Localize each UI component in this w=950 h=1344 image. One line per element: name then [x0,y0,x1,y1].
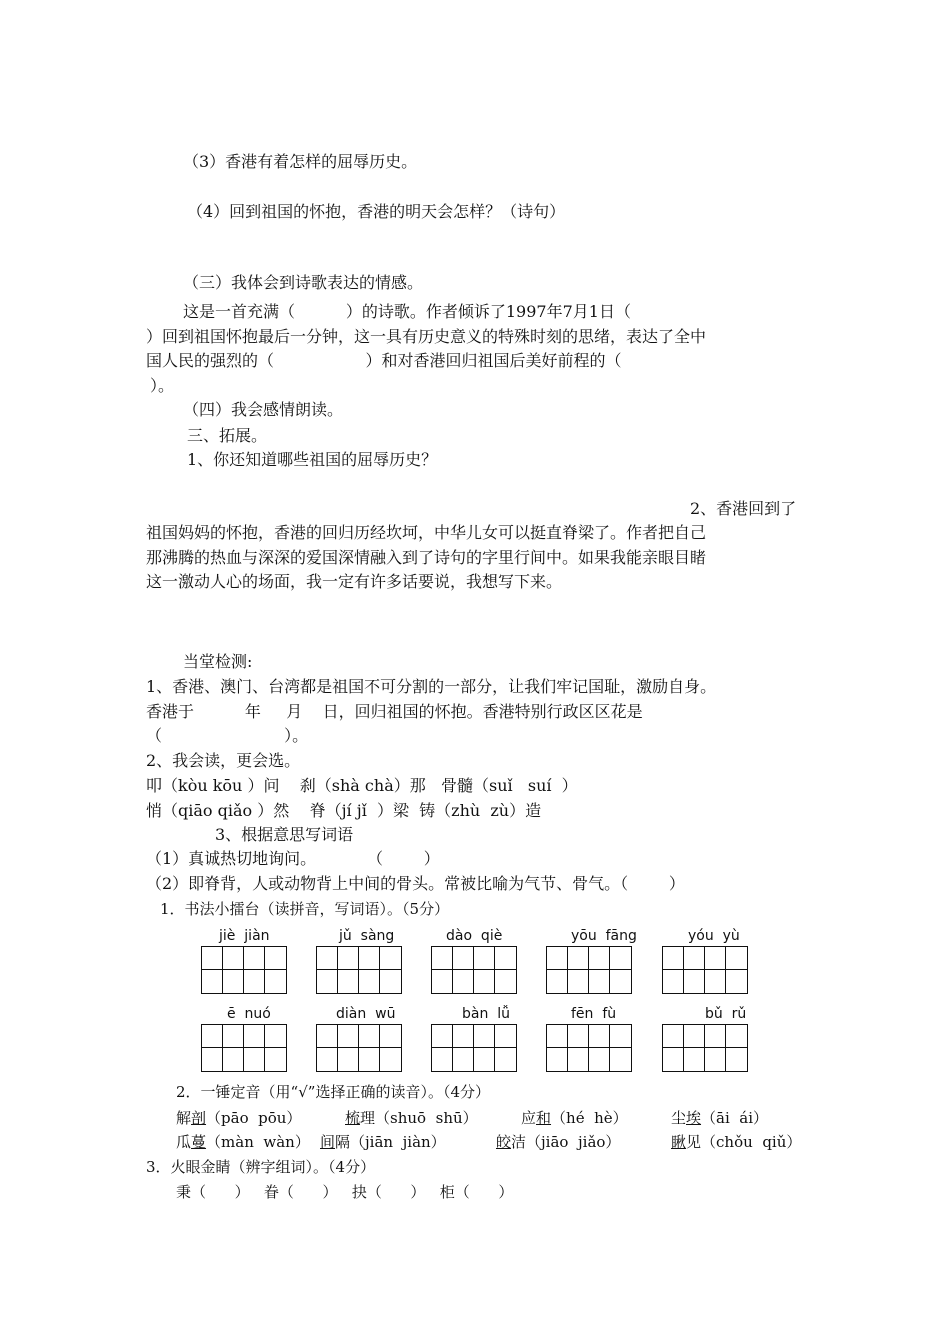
question-2-3: （3）香港有着怎样的屈辱历史。 [183,152,418,171]
pronunciation-item[interactable]: 间隔（jiān jiàn） [320,1133,446,1151]
section-3-line-1: 这是一首充满（ ）的诗歌。作者倾诉了1997年7月1日（ [183,302,631,321]
extension-question-1: 1、你还知道哪些祖国的屈辱历史？ [187,450,438,469]
check-heading: 当堂检测: [183,652,253,671]
distinguish-line: 秉（ ） 眷（ ） 抉（ ） 柜（ ） [176,1183,514,1201]
check-question-2-heading: 2、我会读，更会选。 [146,751,301,770]
pronunciation-item[interactable]: 应和（hé hè） [521,1109,628,1127]
pronunciation-item[interactable]: 皎洁（jiāo jiǎo） [496,1133,621,1151]
writing-grid[interactable] [316,946,402,994]
pinyin-label: dào qiè [446,928,503,944]
pinyin-label: yóu yù [688,928,740,944]
pronunciation-heading: 2．一锤定音（用“√”选择正确的读音）。（4分） [176,1083,490,1101]
pinyin-label: diàn wū [336,1006,396,1022]
writing-grid[interactable] [201,1024,287,1072]
section-4-heading: （四）我会感情朗读。 [183,400,344,419]
check-question-1-line-3: （ ）。 [146,726,309,745]
writing-grid[interactable] [431,1024,517,1072]
writing-grid[interactable] [546,946,632,994]
pronunciation-item[interactable]: 瓜蔓（màn wàn） [176,1133,310,1151]
writing-grid[interactable] [431,946,517,994]
pronunciation-item[interactable]: 梳理（shuō shū） [345,1109,478,1127]
writing-grid[interactable] [662,946,748,994]
extension-question-2-line-3: 这一激动人心的场面，我一定有许多话要说，我想写下来。 [146,572,563,591]
pinyin-label: bǔ rǔ [705,1006,747,1022]
check-question-3-heading: 3、根据意思写词语 [215,825,354,844]
extension-question-2-line-1: 祖国妈妈的怀抱，香港的回归历经坎坷，中华儿女可以挺直脊梁了。作者把自己 [146,523,707,542]
section-3-heading: （三）我体会到诗歌表达的情感。 [183,273,424,292]
check-question-3-line-2: （2）即脊背，人或动物背上中间的骨头。常被比喻为气节、骨气。（ ） [146,874,685,893]
check-question-2-line-1: 叩（kòu kōu ）问 刹（shà chà）那 骨髓（suǐ suí ） [146,776,578,795]
extension-question-2-line-2: 那沸腾的热血与深深的爱国深情融入到了诗句的字里行间中。如果我能亲眼目睹 [146,548,707,567]
distinguish-heading: 3．火眼金睛（辨字组词）。（4分） [146,1158,376,1176]
check-question-1-line-1: 1、香港、澳门、台湾都是祖国不可分割的一部分，让我们牢记国耻，激励自身。 [146,677,717,696]
section-3-line-4: ）。 [150,376,175,395]
writing-grid[interactable] [662,1024,748,1072]
extension-heading: 三、拓展。 [187,426,268,445]
section-3-line-2: ）回到祖国怀抱最后一分钟，这一具有历史意义的特殊时刻的思绪，表达了全中 [146,327,707,346]
pronunciation-item[interactable]: 解剖（pāo pōu） [176,1109,302,1127]
question-2-4: （4）回到祖国的怀抱，香港的明天会怎样？（诗句） [187,202,566,221]
pronunciation-item[interactable]: 尘埃（āi ái） [671,1109,769,1127]
writing-grid[interactable] [546,1024,632,1072]
check-question-3-line-1: （1）真诚热切地询问。 （ ） [146,849,440,868]
pronunciation-item[interactable]: 瞅见（chǒu qiǔ） [671,1133,802,1151]
pinyin-label: fēn fù [571,1006,617,1022]
check-question-2-line-2: 悄（qiāo qiǎo ）然 脊（jí jǐ ）梁 铸（zhù zù）造 [146,801,542,820]
writing-grid[interactable] [316,1024,402,1072]
pinyin-label: yōu fāng [571,928,637,944]
calligraphy-heading: 1．书法小擂台（读拼音，写词语）。（5分） [160,900,450,918]
pinyin-label: ē nuó [227,1006,271,1022]
pinyin-label: bàn lǚ [462,1006,511,1022]
pinyin-label: jǔ sàng [339,928,395,944]
section-3-line-3: 国人民的强烈的（ ）和对香港回归祖国后美好前程的（ [146,351,622,370]
pinyin-label: jiè jiàn [219,928,270,944]
check-question-1-line-2: 香港于 年 月 日，回归祖国的怀抱。香港特别行政区区花是 [146,702,643,721]
writing-grid[interactable] [201,946,287,994]
extension-question-2-start: 2、香港回到了 [690,499,797,518]
